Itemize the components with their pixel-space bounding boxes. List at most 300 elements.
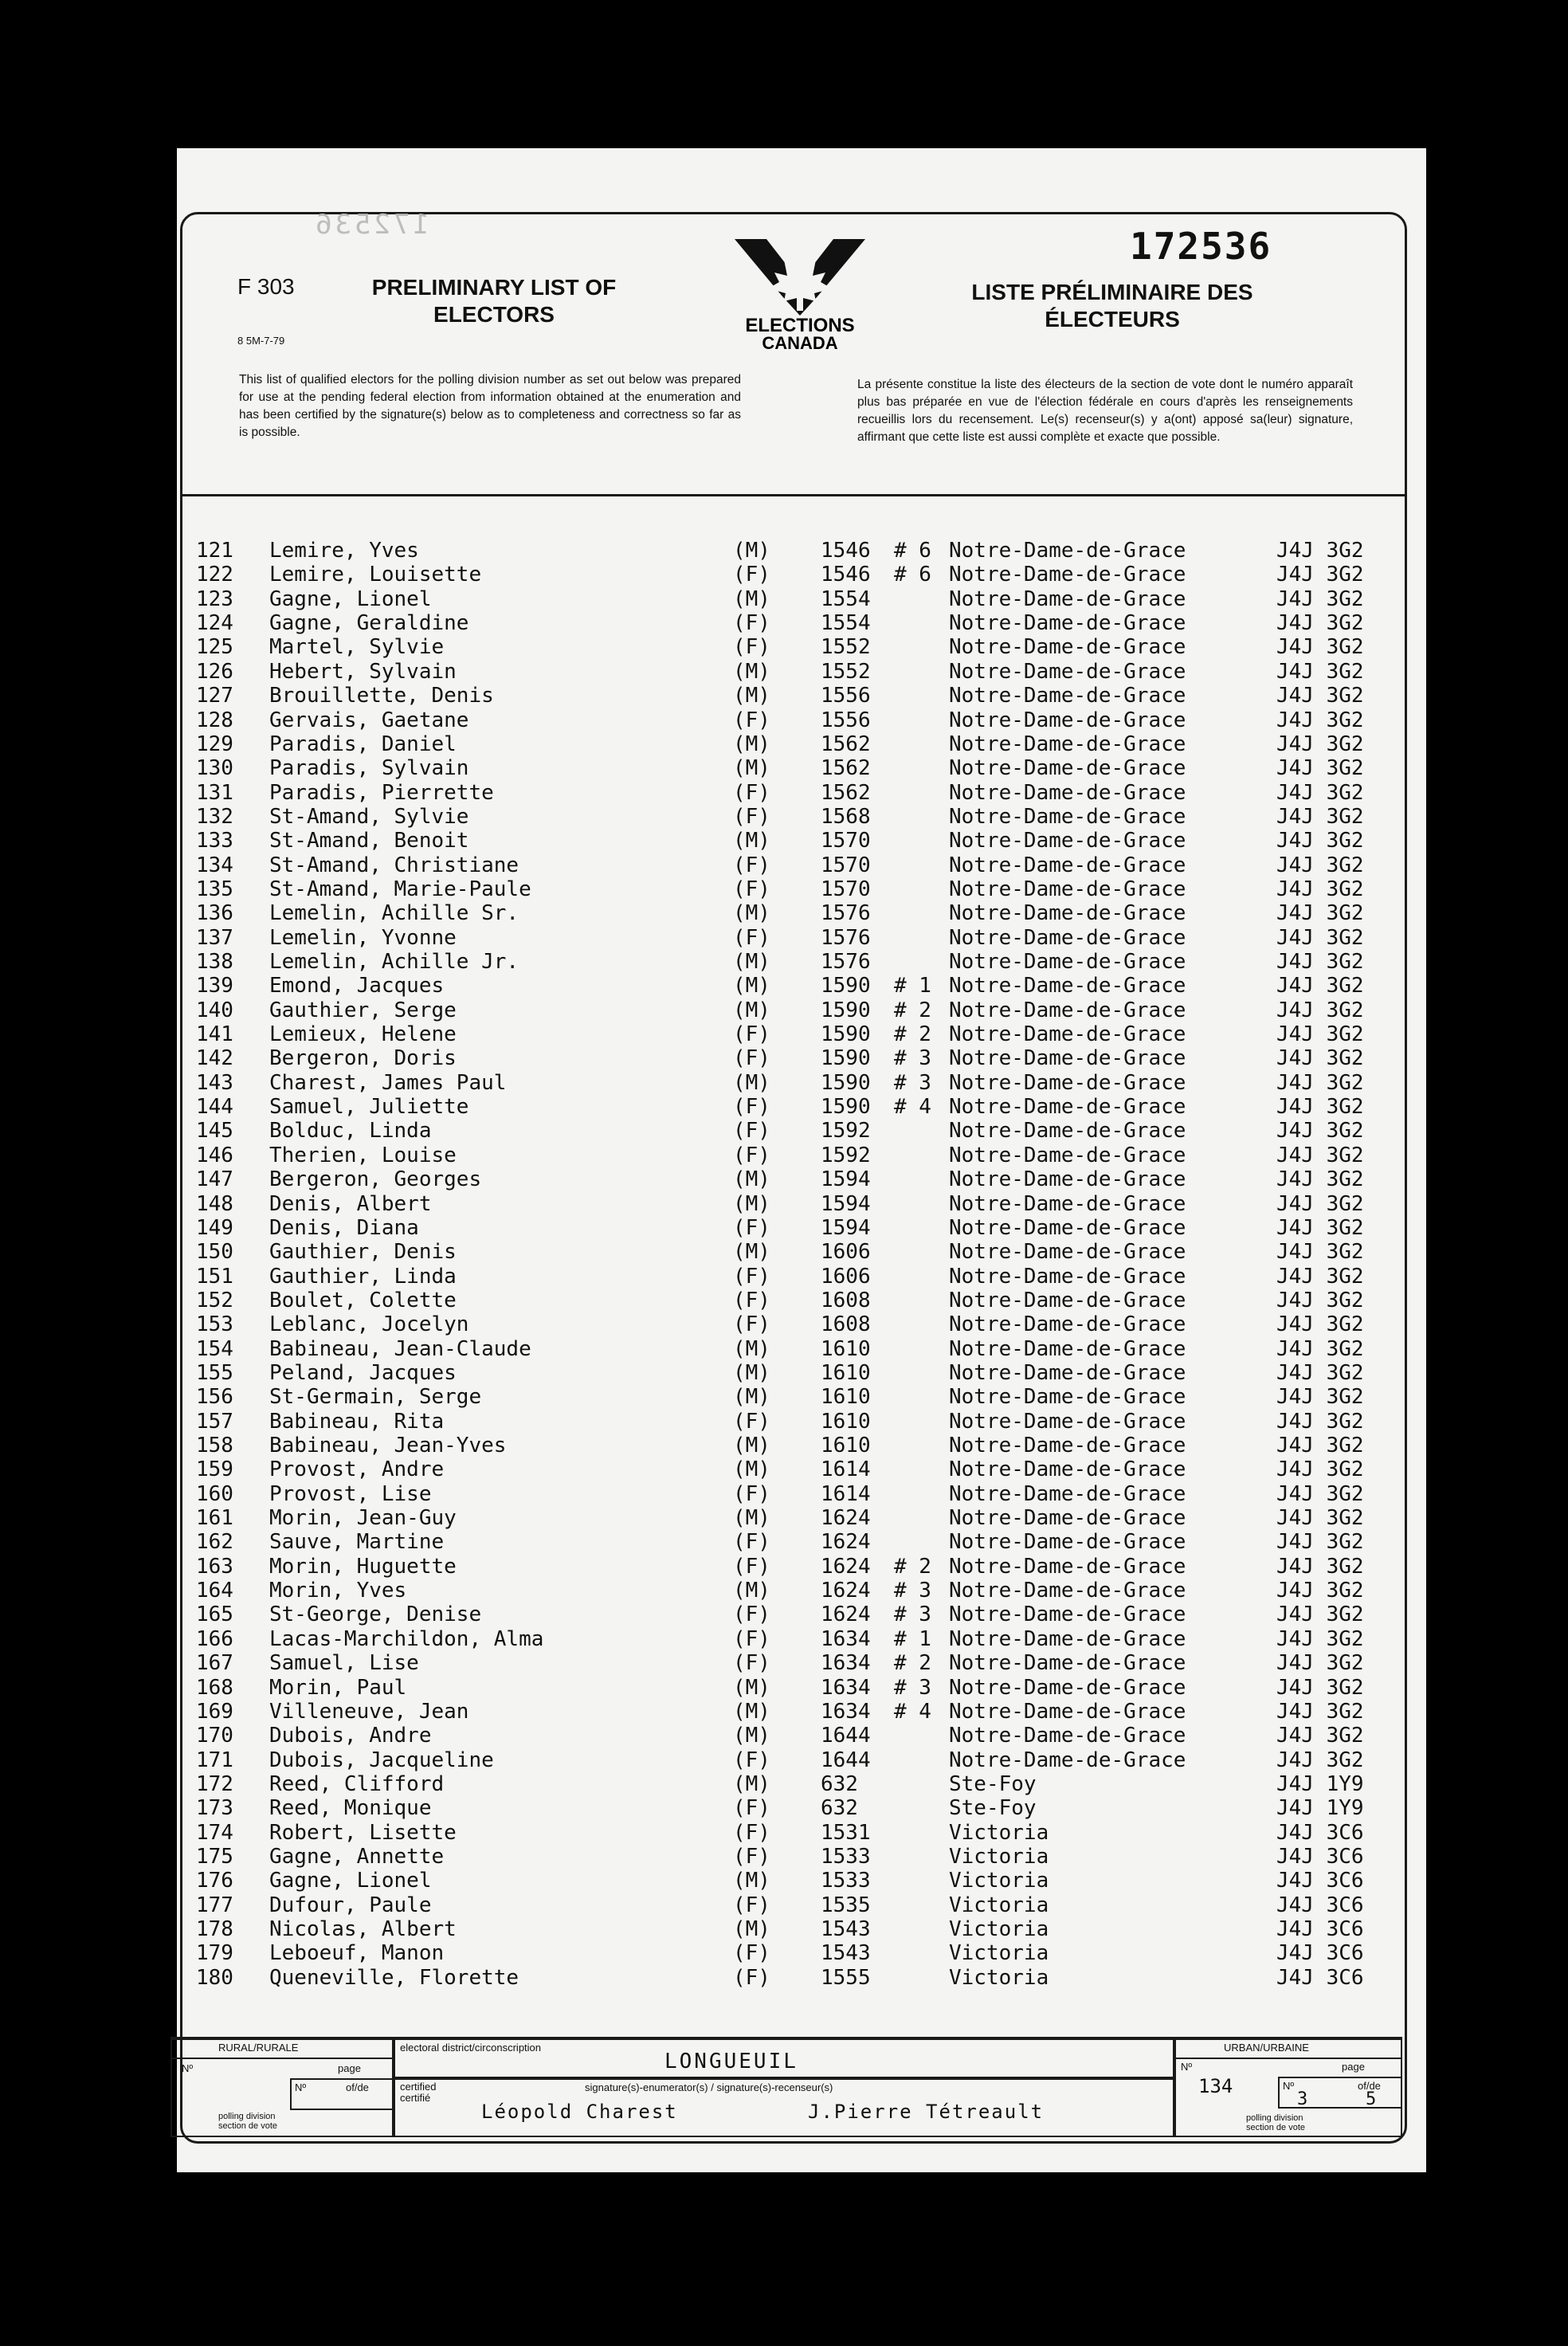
elector-name: Emond, Jacques	[269, 974, 445, 998]
elector-sex: (F)	[733, 1530, 770, 1555]
elector-street: Notre-Dame-de-Grace	[949, 1481, 1186, 1506]
elector-row	[196, 1095, 1391, 1119]
elector-name: Sauve, Martine	[269, 1530, 445, 1555]
elector-civic-number: 1570	[821, 877, 871, 901]
elector-sex: (M)	[733, 1506, 770, 1530]
elector-number: 139	[196, 974, 233, 998]
elector-name: Lemelin, Achille Jr.	[269, 950, 519, 974]
elector-number: 130	[196, 756, 233, 781]
elector-postal-code: J4J 3G2	[1276, 1336, 1364, 1361]
elector-sex: (F)	[733, 635, 770, 660]
elector-name: Hebert, Sylvain	[269, 659, 457, 684]
elector-number: 142	[196, 1046, 233, 1071]
elector-sex: (F)	[733, 853, 770, 877]
elector-postal-code: J4J 3G2	[1276, 1748, 1364, 1772]
elector-number: 173	[196, 1796, 233, 1821]
elector-civic-number: 1624	[821, 1554, 871, 1579]
elector-civic-number: 1576	[821, 901, 871, 926]
elector-row	[196, 1700, 1391, 1724]
elector-civic-number: 1555	[821, 1965, 871, 1990]
elector-name: Boulet, Colette	[269, 1288, 457, 1312]
elector-row	[196, 1555, 1391, 1579]
elections-canada-logo-icon	[720, 233, 880, 352]
elector-row	[196, 901, 1391, 925]
elector-postal-code: J4J 3G2	[1276, 1434, 1364, 1457]
elector-number: 135	[196, 877, 233, 901]
elector-number: 127	[196, 684, 233, 708]
elector-row	[196, 1893, 1391, 1917]
elector-row	[196, 853, 1391, 877]
elector-name: Lemelin, Achille Sr.	[269, 901, 519, 926]
urban-label: URBAN/URBAINE	[1224, 2042, 1309, 2054]
elector-row	[196, 1941, 1391, 1965]
elector-civic-number: 1610	[821, 1336, 871, 1361]
elector-number: 121	[196, 539, 233, 563]
elector-name: Nicolas, Albert	[269, 1917, 457, 1941]
elector-civic-number: 1552	[821, 635, 871, 660]
logo-text-canada: CANADA	[762, 333, 838, 352]
elector-sex: (M)	[733, 998, 770, 1022]
rural-page-label: page	[338, 2062, 361, 2074]
elector-postal-code: J4J 3G2	[1276, 925, 1364, 950]
elector-sex: (F)	[733, 1264, 770, 1289]
elector-postal-code: J4J 3G2	[1276, 1312, 1364, 1337]
elector-number: 146	[196, 1143, 233, 1167]
elector-name: Gagne, Lionel	[269, 1869, 432, 1893]
elector-postal-code: J4J 3C6	[1276, 1941, 1364, 1966]
elector-postal-code: J4J 3G2	[1276, 635, 1364, 660]
elector-name: St-Germain, Serge	[269, 1385, 482, 1410]
elector-street: Notre-Dame-de-Grace	[949, 974, 1186, 998]
elector-sex: (M)	[733, 974, 770, 998]
elector-number: 170	[196, 1724, 233, 1748]
elector-street: Notre-Dame-de-Grace	[949, 901, 1186, 926]
elector-postal-code: J4J 3G2	[1276, 1554, 1364, 1579]
elector-row	[196, 877, 1391, 901]
elector-row	[196, 611, 1391, 635]
elector-postal-code: J4J 3G2	[1276, 1360, 1364, 1385]
elector-civic-number: 1554	[821, 586, 871, 611]
urban-polling-number: 134	[1198, 2075, 1233, 2097]
elector-postal-code: J4J 3G2	[1276, 1095, 1364, 1120]
elector-street: Notre-Dame-de-Grace	[949, 1506, 1186, 1530]
elector-number: 179	[196, 1941, 233, 1966]
elector-number: 174	[196, 1820, 233, 1845]
urban-page-no-label: Nº	[1283, 2080, 1295, 2092]
elector-civic-number: 1634	[821, 1651, 871, 1676]
elector-row	[196, 708, 1391, 732]
elector-name: Queneville, Florette	[269, 1965, 519, 1990]
elector-street: Notre-Dame-de-Grace	[949, 1312, 1186, 1337]
elector-civic-number: 1644	[821, 1724, 871, 1748]
elector-postal-code: J4J 3G2	[1276, 563, 1364, 587]
elector-number: 136	[196, 901, 233, 926]
rural-of-label: of/de	[346, 2081, 369, 2093]
elector-sex: (F)	[733, 1046, 770, 1071]
title-english-line2: ELECTORS	[433, 302, 555, 327]
elector-street: Notre-Dame-de-Grace	[949, 1579, 1186, 1603]
urban-no-label: Nº	[1181, 2061, 1193, 2073]
elector-civic-number: 1590	[821, 1022, 871, 1046]
elector-postal-code: J4J 3G2	[1276, 708, 1364, 732]
elector-name: Peland, Jacques	[269, 1360, 457, 1385]
elector-row	[196, 1506, 1391, 1530]
elector-sex: (F)	[733, 780, 770, 805]
elector-civic-number: 1546	[821, 539, 871, 563]
elector-sex: (F)	[733, 877, 770, 901]
elector-row	[196, 1289, 1391, 1312]
elector-street: Notre-Dame-de-Grace	[949, 1457, 1186, 1482]
elector-row	[196, 1917, 1391, 1941]
elector-row	[196, 1071, 1391, 1095]
signature-enumerator-2: J.Pierre Tétreault	[808, 2101, 1045, 2123]
elector-sex: (F)	[733, 1603, 770, 1627]
elector-name: Provost, Andre	[269, 1457, 445, 1482]
elector-name: Morin, Yves	[269, 1579, 407, 1603]
elector-street: Notre-Dame-de-Grace	[949, 1530, 1186, 1555]
rural-label: RURAL/RURALE	[218, 2042, 299, 2054]
elector-postal-code: J4J 3G2	[1276, 998, 1364, 1022]
elector-number: 154	[196, 1336, 233, 1361]
elector-number: 180	[196, 1965, 233, 1990]
elector-sex: (M)	[733, 1167, 770, 1192]
elector-postal-code: J4J 3G2	[1276, 659, 1364, 684]
elector-sex: (F)	[733, 1796, 770, 1821]
elector-street: Notre-Dame-de-Grace	[949, 586, 1186, 611]
elector-postal-code: J4J 3C6	[1276, 1893, 1364, 1917]
elector-civic-number: 1590	[821, 998, 871, 1022]
elector-row	[196, 1457, 1391, 1481]
elector-civic-number: 1590	[821, 1095, 871, 1120]
elector-civic-number: 1610	[821, 1385, 871, 1410]
elector-number: 137	[196, 925, 233, 950]
elector-unit: # 3	[894, 1603, 931, 1627]
elector-sex: (F)	[733, 1119, 770, 1144]
elector-row	[196, 1651, 1391, 1675]
elector-civic-number: 1590	[821, 1046, 871, 1071]
elector-row	[196, 684, 1391, 708]
elector-sex: (F)	[733, 1481, 770, 1506]
elector-sex: (M)	[733, 829, 770, 853]
elector-street: Notre-Dame-de-Grace	[949, 659, 1186, 684]
elector-sex: (M)	[733, 732, 770, 756]
elector-civic-number: 1592	[821, 1143, 871, 1167]
rural-no-label: Nº	[182, 2062, 194, 2074]
form-print-code: 8 5M-7-79	[237, 335, 285, 347]
certification-text-english: This list of qualified electors for the polling division number as set out below was prepared for use at the pending federal election from information obtained at the enumeration and has been certified by the signature(s) below as to completeness and correctness so far as is possible.	[239, 373, 741, 439]
elector-row	[196, 1265, 1391, 1289]
elector-postal-code: J4J 3C6	[1276, 1844, 1364, 1869]
elector-name: Babineau, Rita	[269, 1409, 445, 1434]
elector-unit: # 1	[894, 1626, 931, 1651]
elector-unit: # 6	[894, 539, 931, 563]
elector-postal-code: J4J 3C6	[1276, 1820, 1364, 1845]
elector-name: Robert, Lisette	[269, 1820, 457, 1845]
elector-row	[196, 1627, 1391, 1651]
elector-street: Notre-Dame-de-Grace	[949, 1070, 1186, 1095]
elector-street: Notre-Dame-de-Grace	[949, 1167, 1186, 1192]
elector-name: Paradis, Pierrette	[269, 780, 494, 805]
elector-street: Notre-Dame-de-Grace	[949, 732, 1186, 756]
elector-number: 151	[196, 1264, 233, 1289]
elector-postal-code: J4J 3G2	[1276, 1409, 1364, 1434]
elector-unit: # 2	[894, 1651, 931, 1676]
elector-unit: # 3	[894, 1675, 931, 1700]
elector-sex: (F)	[733, 1844, 770, 1869]
elector-row	[196, 1167, 1391, 1191]
elector-unit: # 3	[894, 1579, 931, 1603]
elector-civic-number: 1594	[821, 1167, 871, 1192]
elector-postal-code: J4J 3G2	[1276, 1675, 1364, 1700]
elector-street: Notre-Dame-de-Grace	[949, 1699, 1186, 1724]
elector-postal-code: J4J 3G2	[1276, 1022, 1364, 1046]
elector-name: Bolduc, Linda	[269, 1119, 432, 1144]
elector-civic-number: 1546	[821, 563, 871, 587]
elector-street: Notre-Dame-de-Grace	[949, 1336, 1186, 1361]
elector-street: Notre-Dame-de-Grace	[949, 1675, 1186, 1700]
elector-civic-number: 1576	[821, 950, 871, 974]
elector-number: 165	[196, 1603, 233, 1627]
elector-civic-number: 1614	[821, 1481, 871, 1506]
elector-number: 178	[196, 1917, 233, 1941]
elector-civic-number: 1606	[821, 1240, 871, 1265]
elector-row	[196, 1216, 1391, 1240]
elector-row	[196, 732, 1391, 756]
elector-postal-code: J4J 3G2	[1276, 732, 1364, 756]
elector-postal-code: J4J 3G2	[1276, 539, 1364, 563]
elector-number: 126	[196, 659, 233, 684]
elector-postal-code: J4J 3G2	[1276, 1457, 1364, 1482]
elector-civic-number: 1590	[821, 974, 871, 998]
elector-civic-number: 1610	[821, 1409, 871, 1434]
elector-sex: (M)	[733, 1070, 770, 1095]
elections-canada-logo	[720, 233, 880, 352]
elector-row	[196, 950, 1391, 974]
elector-street: Notre-Dame-de-Grace	[949, 1119, 1186, 1144]
elector-postal-code: J4J 3G2	[1276, 1579, 1364, 1603]
elector-number: 160	[196, 1481, 233, 1506]
elector-street: Notre-Dame-de-Grace	[949, 1288, 1186, 1312]
elector-number: 159	[196, 1457, 233, 1482]
elector-civic-number: 1634	[821, 1699, 871, 1724]
elector-name: Dufour, Paule	[269, 1893, 432, 1917]
elector-sex: (F)	[733, 1143, 770, 1167]
elector-civic-number: 1590	[821, 1070, 871, 1095]
elector-street: Notre-Dame-de-Grace	[949, 1724, 1186, 1748]
elector-sex: (F)	[733, 1095, 770, 1120]
elector-sex: (F)	[733, 1554, 770, 1579]
elector-civic-number: 1543	[821, 1941, 871, 1966]
elector-postal-code: J4J 3C6	[1276, 1917, 1364, 1941]
elector-name: Morin, Huguette	[269, 1554, 457, 1579]
elector-postal-code: J4J 3G2	[1276, 804, 1364, 829]
elector-street: Notre-Dame-de-Grace	[949, 1143, 1186, 1167]
elector-civic-number: 1535	[821, 1893, 871, 1917]
elector-number: 143	[196, 1070, 233, 1095]
elector-sex: (M)	[733, 1869, 770, 1893]
elector-name: Gagne, Annette	[269, 1844, 445, 1869]
elector-street: Notre-Dame-de-Grace	[949, 708, 1186, 732]
elector-row	[196, 1966, 1391, 1990]
elector-postal-code: J4J 3G2	[1276, 1167, 1364, 1192]
elector-street: Ste-Foy	[949, 1771, 1037, 1796]
title-french-line1: LISTE PRÉLIMINAIRE DES	[971, 280, 1253, 304]
elector-civic-number: 1644	[821, 1748, 871, 1772]
elector-row	[196, 1821, 1391, 1845]
elector-row	[196, 635, 1391, 659]
elector-sex: (M)	[733, 659, 770, 684]
elector-number: 176	[196, 1869, 233, 1893]
elector-row	[196, 1845, 1391, 1869]
elector-civic-number: 1570	[821, 853, 871, 877]
elector-street: Notre-Dame-de-Grace	[949, 1554, 1186, 1579]
elector-postal-code: J4J 3C6	[1276, 1869, 1364, 1893]
elector-street: Notre-Dame-de-Grace	[949, 853, 1186, 877]
elector-name: St-Amand, Sylvie	[269, 804, 469, 829]
elector-civic-number: 1533	[821, 1844, 871, 1869]
elector-postal-code: J4J 3G2	[1276, 829, 1364, 853]
elector-sex: (M)	[733, 1675, 770, 1700]
elector-unit: # 4	[894, 1095, 931, 1120]
elector-sex: (F)	[733, 1626, 770, 1651]
elector-postal-code: J4J 3G2	[1276, 1215, 1364, 1240]
urban-page-number: 3	[1297, 2089, 1308, 2109]
title-english-line1: PRELIMINARY LIST OF	[371, 275, 617, 300]
elector-number: 149	[196, 1215, 233, 1240]
elector-row	[196, 1312, 1391, 1336]
elector-postal-code: J4J 3G2	[1276, 1699, 1364, 1724]
elector-civic-number: 1556	[821, 684, 871, 708]
elector-sex: (F)	[733, 1893, 770, 1917]
title-french-line2: ÉLECTEURS	[1045, 307, 1180, 332]
elector-row	[196, 587, 1391, 611]
elector-postal-code: J4J 3G2	[1276, 974, 1364, 998]
elector-number: 175	[196, 1844, 233, 1869]
elector-street: Notre-Dame-de-Grace	[949, 950, 1186, 974]
elector-number: 157	[196, 1409, 233, 1434]
elector-unit: # 2	[894, 998, 931, 1022]
elector-civic-number: 1634	[821, 1675, 871, 1700]
elector-postal-code: J4J 3G2	[1276, 1191, 1364, 1216]
elector-sex: (M)	[733, 1385, 770, 1410]
logo-text-elections: ELECTIONS	[745, 315, 855, 336]
elector-sex: (F)	[733, 1312, 770, 1337]
elector-name: St-Amand, Christiane	[269, 853, 519, 877]
elector-sex: (F)	[733, 925, 770, 950]
elector-name: St-George, Denise	[269, 1603, 482, 1627]
form-code: F 303	[237, 274, 295, 299]
elector-civic-number: 1624	[821, 1579, 871, 1603]
elector-number: 125	[196, 635, 233, 660]
elector-civic-number: 1610	[821, 1360, 871, 1385]
elector-civic-number: 1556	[821, 708, 871, 732]
elector-sex: (M)	[733, 1457, 770, 1482]
elector-sex: (M)	[733, 756, 770, 781]
elector-number: 131	[196, 780, 233, 805]
elector-row	[196, 1192, 1391, 1216]
elector-name: Gervais, Gaetane	[269, 708, 469, 732]
elector-street: Notre-Dame-de-Grace	[949, 684, 1186, 708]
elector-name: Therien, Louise	[269, 1143, 457, 1167]
elector-postal-code: J4J 3G2	[1276, 877, 1364, 901]
elector-row	[196, 1046, 1391, 1070]
certification-text-french: La présente constitue la liste des électeurs de la section de vote dont le numéro apparaît plus bas préparée en vue de l'élection fédérale en cours d'après les renseignements recueillis lors du recensement. Le(s) recenseur(s) y a(ont) apposé sa(leur) signature, affirmant que cette liste est aussi complète et exacte que possible.	[857, 378, 1353, 444]
urban-of-label: of/de	[1358, 2080, 1381, 2092]
elector-name: Samuel, Juliette	[269, 1095, 469, 1120]
elector-postal-code: J4J 3G2	[1276, 1070, 1364, 1095]
elector-row	[196, 1434, 1391, 1457]
elector-civic-number: 1562	[821, 732, 871, 756]
elector-sex: (M)	[733, 1724, 770, 1748]
elector-name: Reed, Clifford	[269, 1771, 445, 1796]
elector-civic-number: 1562	[821, 780, 871, 805]
elector-sex: (M)	[733, 539, 770, 563]
elector-row	[196, 1144, 1391, 1167]
elector-postal-code: J4J 3G2	[1276, 586, 1364, 611]
elector-row	[196, 1724, 1391, 1748]
elector-sex: (M)	[733, 1360, 770, 1385]
elector-street: Ste-Foy	[949, 1796, 1037, 1821]
elector-civic-number: 1562	[821, 756, 871, 781]
elector-name: Provost, Lise	[269, 1481, 432, 1506]
elector-unit: # 3	[894, 1046, 931, 1071]
elector-postal-code: J4J 3G2	[1276, 1288, 1364, 1312]
elector-sex: (M)	[733, 1917, 770, 1941]
elector-unit: # 2	[894, 1022, 931, 1046]
elector-name: Lemelin, Yvonne	[269, 925, 457, 950]
elector-number: 141	[196, 1022, 233, 1046]
elector-number: 152	[196, 1288, 233, 1312]
elector-sex: (M)	[733, 1434, 770, 1457]
elector-sex: (M)	[733, 1336, 770, 1361]
elector-name: Dubois, Andre	[269, 1724, 432, 1748]
elector-postal-code: J4J 1Y9	[1276, 1796, 1364, 1821]
elector-number: 129	[196, 732, 233, 756]
elector-name: Morin, Paul	[269, 1675, 407, 1700]
elector-number: 144	[196, 1095, 233, 1120]
elector-row	[196, 1410, 1391, 1434]
title-french	[953, 279, 1272, 333]
elector-civic-number: 1594	[821, 1215, 871, 1240]
elector-number: 145	[196, 1119, 233, 1144]
elector-name: Bergeron, Doris	[269, 1046, 457, 1071]
elector-street: Notre-Dame-de-Grace	[949, 1385, 1186, 1410]
elector-unit: # 4	[894, 1699, 931, 1724]
title-english	[351, 274, 637, 328]
elector-postal-code: J4J 3G2	[1276, 1046, 1364, 1071]
elector-name: Leblanc, Jocelyn	[269, 1312, 469, 1337]
elector-street: Notre-Dame-de-Grace	[949, 804, 1186, 829]
elector-sex: (F)	[733, 1941, 770, 1966]
elector-row	[196, 1022, 1391, 1046]
elector-sex: (F)	[733, 1022, 770, 1046]
elector-sex: (M)	[733, 1240, 770, 1265]
elector-number: 177	[196, 1893, 233, 1917]
elector-postal-code: J4J 3G2	[1276, 1264, 1364, 1289]
elector-row	[196, 1772, 1391, 1796]
elector-civic-number: 632	[821, 1796, 858, 1821]
elector-street: Notre-Dame-de-Grace	[949, 756, 1186, 781]
elector-civic-number: 1606	[821, 1264, 871, 1289]
elector-postal-code: J4J 3G2	[1276, 611, 1364, 636]
elector-postal-code: J4J 3G2	[1276, 950, 1364, 974]
elector-number: 171	[196, 1748, 233, 1772]
elector-civic-number: 1594	[821, 1191, 871, 1216]
elector-name: Gauthier, Linda	[269, 1264, 457, 1289]
elector-unit: # 6	[894, 563, 931, 587]
elector-number: 122	[196, 563, 233, 587]
elector-number: 148	[196, 1191, 233, 1216]
